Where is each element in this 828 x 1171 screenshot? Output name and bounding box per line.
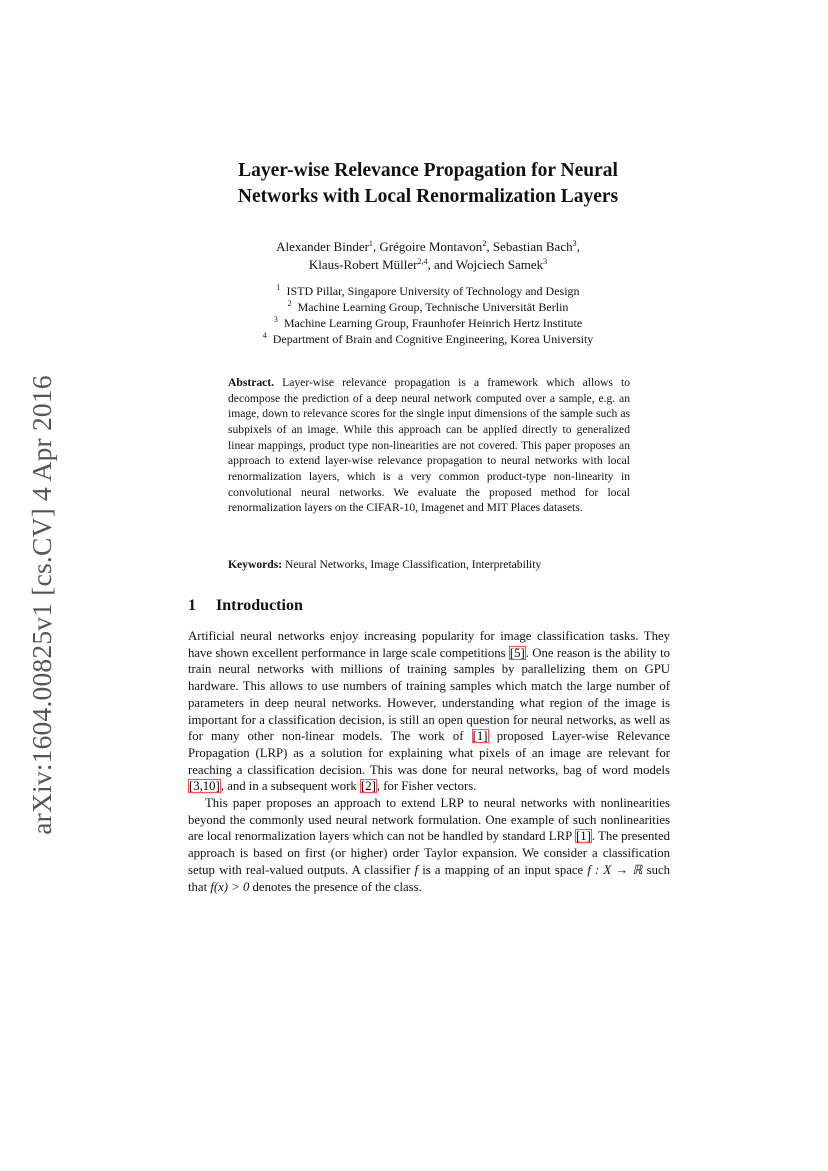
author-name: Klaus-Robert Müller <box>308 257 418 272</box>
citation-link[interactable]: [3,10] <box>189 779 220 794</box>
affiliation-item <box>200 331 656 347</box>
affiliation-number: 2 <box>287 299 292 308</box>
paragraph-text: such that <box>188 862 670 894</box>
author-affil-mark: 2 <box>482 239 487 248</box>
math-inline: f <box>414 862 419 877</box>
affiliation-item <box>200 299 656 315</box>
paragraph-text: proposed Layer-wise Relevance Propagation (LRP) as a solution for explaining what pixels of an image are relevant for reaching a classification decision. This was done for neural networks, bag of word models <box>188 729 670 777</box>
author-name: Sebastian Bach <box>492 239 573 254</box>
affiliation-item <box>200 283 656 299</box>
author-line-2: Klaus-Robert Müller$^{2,4}$, and Wojciech Samek$^3$ <box>308 257 548 272</box>
affiliation-number: 4 <box>262 331 267 340</box>
affiliation-text: Machine Learning Group, Technische Universität Berlin <box>297 300 569 314</box>
paragraph-text: . The presented approach is based on first (or higher) order Taylor expansion. We consider a classification setup with real-valued outputs. A classifier <box>188 829 670 877</box>
author-affil-mark: 3 <box>572 239 577 248</box>
paragraph-text: is a mapping of an input space <box>418 862 588 877</box>
section-heading <box>188 596 303 616</box>
abstract-label: Abstract. <box>228 376 275 389</box>
keywords <box>228 557 630 573</box>
title-line-1: Layer-wise Relevance Propagation for Neural <box>238 160 618 181</box>
author-line-1: Alexander Binder$^1$, Grégoire Montavon$^2$, Sebastian Bach$^3$, <box>276 239 580 254</box>
author-name: Alexander Binder <box>276 239 369 254</box>
author-list <box>150 238 706 274</box>
paragraph <box>188 628 670 795</box>
title-line-2: Networks with Local Renormalization Layers <box>237 186 619 207</box>
body-text <box>188 628 670 895</box>
citation-link[interactable]: [1] <box>472 729 488 744</box>
affiliation-number: 3 <box>273 315 278 324</box>
affiliation-text: ISTD Pillar, Singapore University of Technology and Design <box>286 284 580 298</box>
paragraph-text: , for Fisher vectors. <box>376 779 477 794</box>
paragraph-text: . One reason is the ability to train neural networks with millions of training samples by parallelizing them on GPU hardware. This allows to use numbers of training samples which match the large number of parameters in deep neural networks. However, understanding what region of the image is important for a classification decision, is still an open question for neural networks, as well as for many other non-linear models. The work of <box>188 645 670 744</box>
affiliation-text: Machine Learning Group, Fraunhofer Heinrich Hertz Institute <box>283 316 583 330</box>
citation-link[interactable]: [2] <box>360 779 376 794</box>
abstract <box>228 375 630 516</box>
author-name: Grégoire Montavon <box>379 239 483 254</box>
math-inline: f : X → ℝ <box>587 862 643 877</box>
section-title: Introduction <box>216 597 303 614</box>
author-name: and Wojciech Samek <box>433 257 544 272</box>
math-inline: f(x) > 0 <box>210 879 250 894</box>
section-number: 1 <box>188 597 196 614</box>
affiliation-item <box>200 315 656 331</box>
citation-link[interactable]: [5] <box>509 645 525 660</box>
affiliation-list <box>200 283 656 347</box>
paper-title <box>150 158 706 210</box>
author-affil-mark: 2,4 <box>417 257 428 266</box>
paragraph-text: This paper proposes an approach to extend LRP to neural networks with nonlinearities beyond the commonly used neural network formulation. One example of such nonlinearities are local renormalization layers which can not be handled by standard LRP <box>188 796 670 844</box>
paragraph-text: denotes the presence of the class. <box>249 879 422 894</box>
keywords-label: Keywords: <box>228 558 283 571</box>
abstract-text: Layer-wise relevance propagation is a framework which allows to decompose the prediction of a deep neural network computed over a sample, e.g. an image, down to relevance scores for the single input dimensions of the sample such as subpixels of an image. While this approach can be applied directly to generalized linear mappings, product type non-linearities are not covered. This paper proposes an approach to extend layer-wise relevance propagation to neural networks with local renormalization layers, which is a very common product-type non-linearity in convolutional neural networks. We evaluate the proposed method for local renormalization layers on the CIFAR-10, Imagenet and MIT Places datasets. <box>228 376 630 515</box>
paragraph <box>188 795 670 895</box>
author-affil-mark: 1 <box>368 239 373 248</box>
paragraph-text: Artificial neural networks enjoy increasing popularity for image classification tasks. They have shown excellent performance in large scale competitions <box>188 629 670 660</box>
citation-link[interactable]: [1] <box>575 829 591 844</box>
arxiv-identifier: arXiv:1604.00825v1 [cs.CV] 4 Apr 2016 <box>26 375 57 835</box>
arxiv-sidebar <box>22 365 62 845</box>
keywords-text: Neural Networks, Image Classification, Interpretability <box>285 558 542 571</box>
author-affil-mark: 3 <box>543 257 548 266</box>
affiliation-text: Department of Brain and Cognitive Engineering, Korea University <box>272 332 594 346</box>
paragraph-text: , and in a subsequent work <box>220 779 360 794</box>
affiliation-number: 1 <box>276 283 281 292</box>
